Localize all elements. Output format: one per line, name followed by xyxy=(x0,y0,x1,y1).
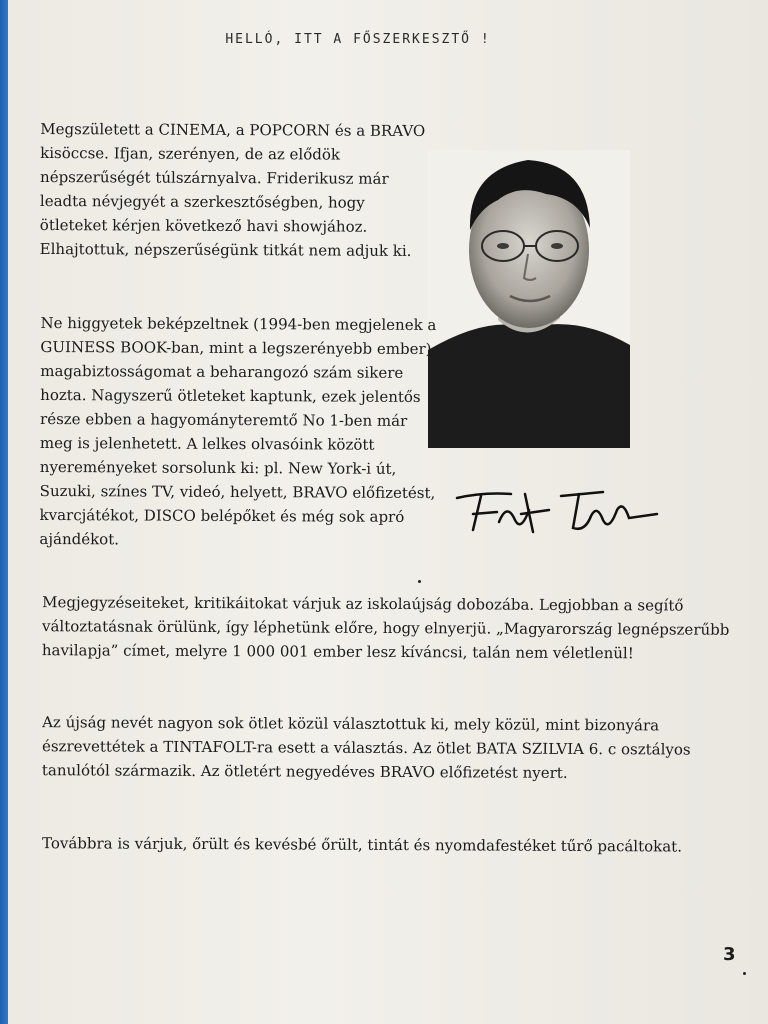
paragraph-4 xyxy=(42,710,742,786)
intro-paragraph xyxy=(40,117,431,263)
paragraph-2 xyxy=(39,311,440,553)
document-page xyxy=(8,0,768,1024)
paragraph-2-text: Ne higgyetek beképzeltnek (1994-ben megjelenek a GUINESS BOOK-ban, mint a legszerényebb ember), magabiztosságomat a beharangozó szám sikere hozta. Nagyszerű ötleteket kaptunk, ezek jelentős része ebben a hagyományteremtő No 1-ben már meg is jelenhetett. A lelkes olvasóink között nyereményeket sorsolunk ki: pl. New York-i út, Suzuki, színes TV, videó, helyett, BRAVO előfizetést, kvarcjátékot, DISCO belépőket és még sok apró ajándékot. xyxy=(39,313,437,549)
ink-speck xyxy=(743,972,746,975)
paragraph-3-text: Megjegyzéseiteket, kritikáitokat várjuk az iskolaújság dobozába. Legjobban a segítő változtatásnak örülünk, így léphetünk előre, hogy elnyerjü. „Magyarország legnépszerűbb havilapja” címet, melyre 1 000 001 ember lesz kíváncsi, talán nem véletlenül! xyxy=(41,593,730,663)
paragraph-5-text: Továbbra is várjuk, őrült és kevésbé őrült, tintát és nyomdafestéket tűrő pacáltokat. xyxy=(41,834,683,856)
intro-text: Megszületett a CINEMA, a POPCORN és a BRAVO kisöccse. Ifjan, szerényen, de az elődök népszerűségét túlszárnyalva. Friderikusz már leadta névjegyét a szerkesztőségben, hogy ötleteket kérjen következő havi showjához. Elhajtottuk, népszerűségünk titkát nem adjuk ki. xyxy=(39,119,426,260)
signature xyxy=(453,480,663,540)
page-number: 3 xyxy=(723,944,736,965)
paragraph-5 xyxy=(42,831,742,859)
portrait-photo xyxy=(428,150,630,448)
paragraph-4-text: Az újság nevét nagyon sok ötlet közül választottuk ki, mely közül, mint bizonyára észrevettétek a TINTAFOLT-ra esett a választás. Az ötlet BATA SZILVIA 6. c osztályos tanulótól származik. Az ötletért negyedéves BRAVO előfizetést nyert. xyxy=(41,713,691,782)
page-title: HELLÓ, ITT A FŐSZERKESZTŐ ! xyxy=(225,32,491,47)
ink-speck xyxy=(418,580,421,583)
paragraph-3 xyxy=(42,590,742,666)
